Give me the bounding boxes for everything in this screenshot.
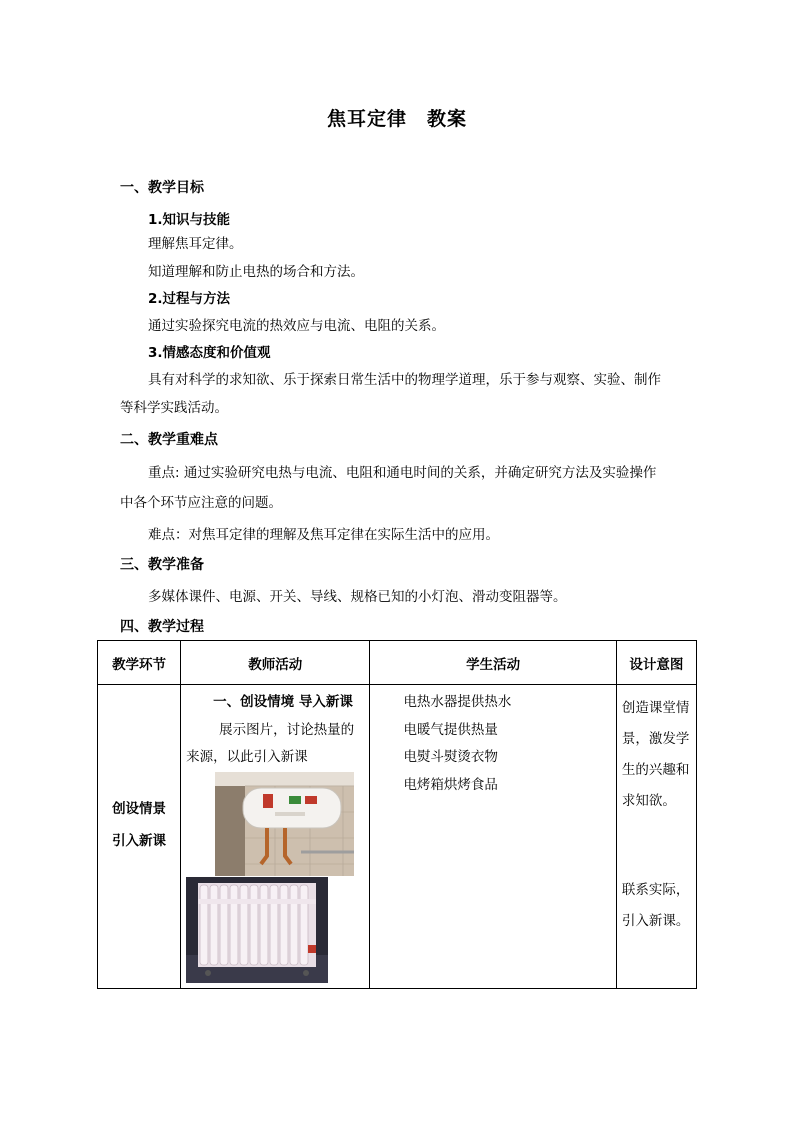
difficulty-line: 难点：对焦耳定律的理解及焦耳定律在实际生活中的应用。 <box>148 527 499 543</box>
header-stage: 教学环节 <box>98 641 181 685</box>
teacher-cell <box>181 685 370 989</box>
preparation-text: 多媒体课件、电源、开关、导线、规格已知的小灯泡、滑动变阻器等。 <box>148 589 567 605</box>
student-item-2: 电暖气提供热量 <box>403 722 498 738</box>
water-heater-image <box>215 772 354 876</box>
process-method-line-1: 通过实验探究电流的热效应与电流、电阻的关系。 <box>148 318 445 334</box>
table-row <box>98 685 697 989</box>
stage-cell <box>98 685 181 989</box>
teacher-heading: 一、创设情境 导入新课 <box>213 694 353 710</box>
section-keypoints-heading: 二、教学重难点 <box>120 432 218 448</box>
knowledge-line-2: 知道理解和防止电热的场合和方法。 <box>148 264 364 280</box>
student-item-3: 电熨斗熨烫衣物 <box>403 749 498 765</box>
teacher-line-2: 来源，以此引入新课 <box>186 749 308 765</box>
radiator-image <box>186 877 328 983</box>
page-title: 焦耳定律 教案 <box>326 108 467 130</box>
header-intent: 设计意图 <box>616 641 696 685</box>
section-process-heading: 四、教学过程 <box>120 619 204 635</box>
student-cell <box>370 685 616 989</box>
focus-line-1: 重点: 通过实验研究电热与电流、电阻和通电时间的关系，并确定研究方法及实验操作 <box>148 465 657 481</box>
section-goals-heading: 一、教学目标 <box>120 180 204 196</box>
teacher-line-1: 展示图片，讨论热量的 <box>219 722 355 738</box>
emotion-line-1: 具有对科学的求知欲、乐于探索日常生活中的物理学道理，乐于参与观察、实验、制作 <box>148 372 661 388</box>
header-teacher: 教师活动 <box>181 641 370 685</box>
intent-text-2: 联系实际，引入新课。 <box>621 882 690 929</box>
focus-line-2: 中各个环节应注意的问题。 <box>120 495 282 511</box>
emotion-line-2: 等科学实践活动。 <box>120 400 228 416</box>
knowledge-line-1: 理解焦耳定律。 <box>148 236 243 252</box>
intent-text-1: 创造课堂情景，激发学生的兴趣和求知欲。 <box>621 700 690 809</box>
process-method-heading: 2.过程与方法 <box>148 291 231 307</box>
section-preparation-heading: 三、教学准备 <box>120 557 204 573</box>
knowledge-heading: 1.知识与技能 <box>148 212 231 228</box>
student-item-4: 电烤箱烘烤食品 <box>403 777 498 793</box>
stage-line-1: 创设情景 <box>112 801 167 817</box>
radiator-photo <box>186 877 328 983</box>
emotion-heading: 3.情感态度和价值观 <box>148 345 271 361</box>
header-student: 学生活动 <box>370 641 616 685</box>
student-item-1: 电热水器提供热水 <box>403 694 512 710</box>
lesson-process-table <box>97 640 697 989</box>
stage-line-2: 引入新课 <box>112 833 167 849</box>
water-heater-photo <box>215 772 354 876</box>
table-header-row <box>98 641 697 685</box>
intent-cell <box>616 685 696 989</box>
